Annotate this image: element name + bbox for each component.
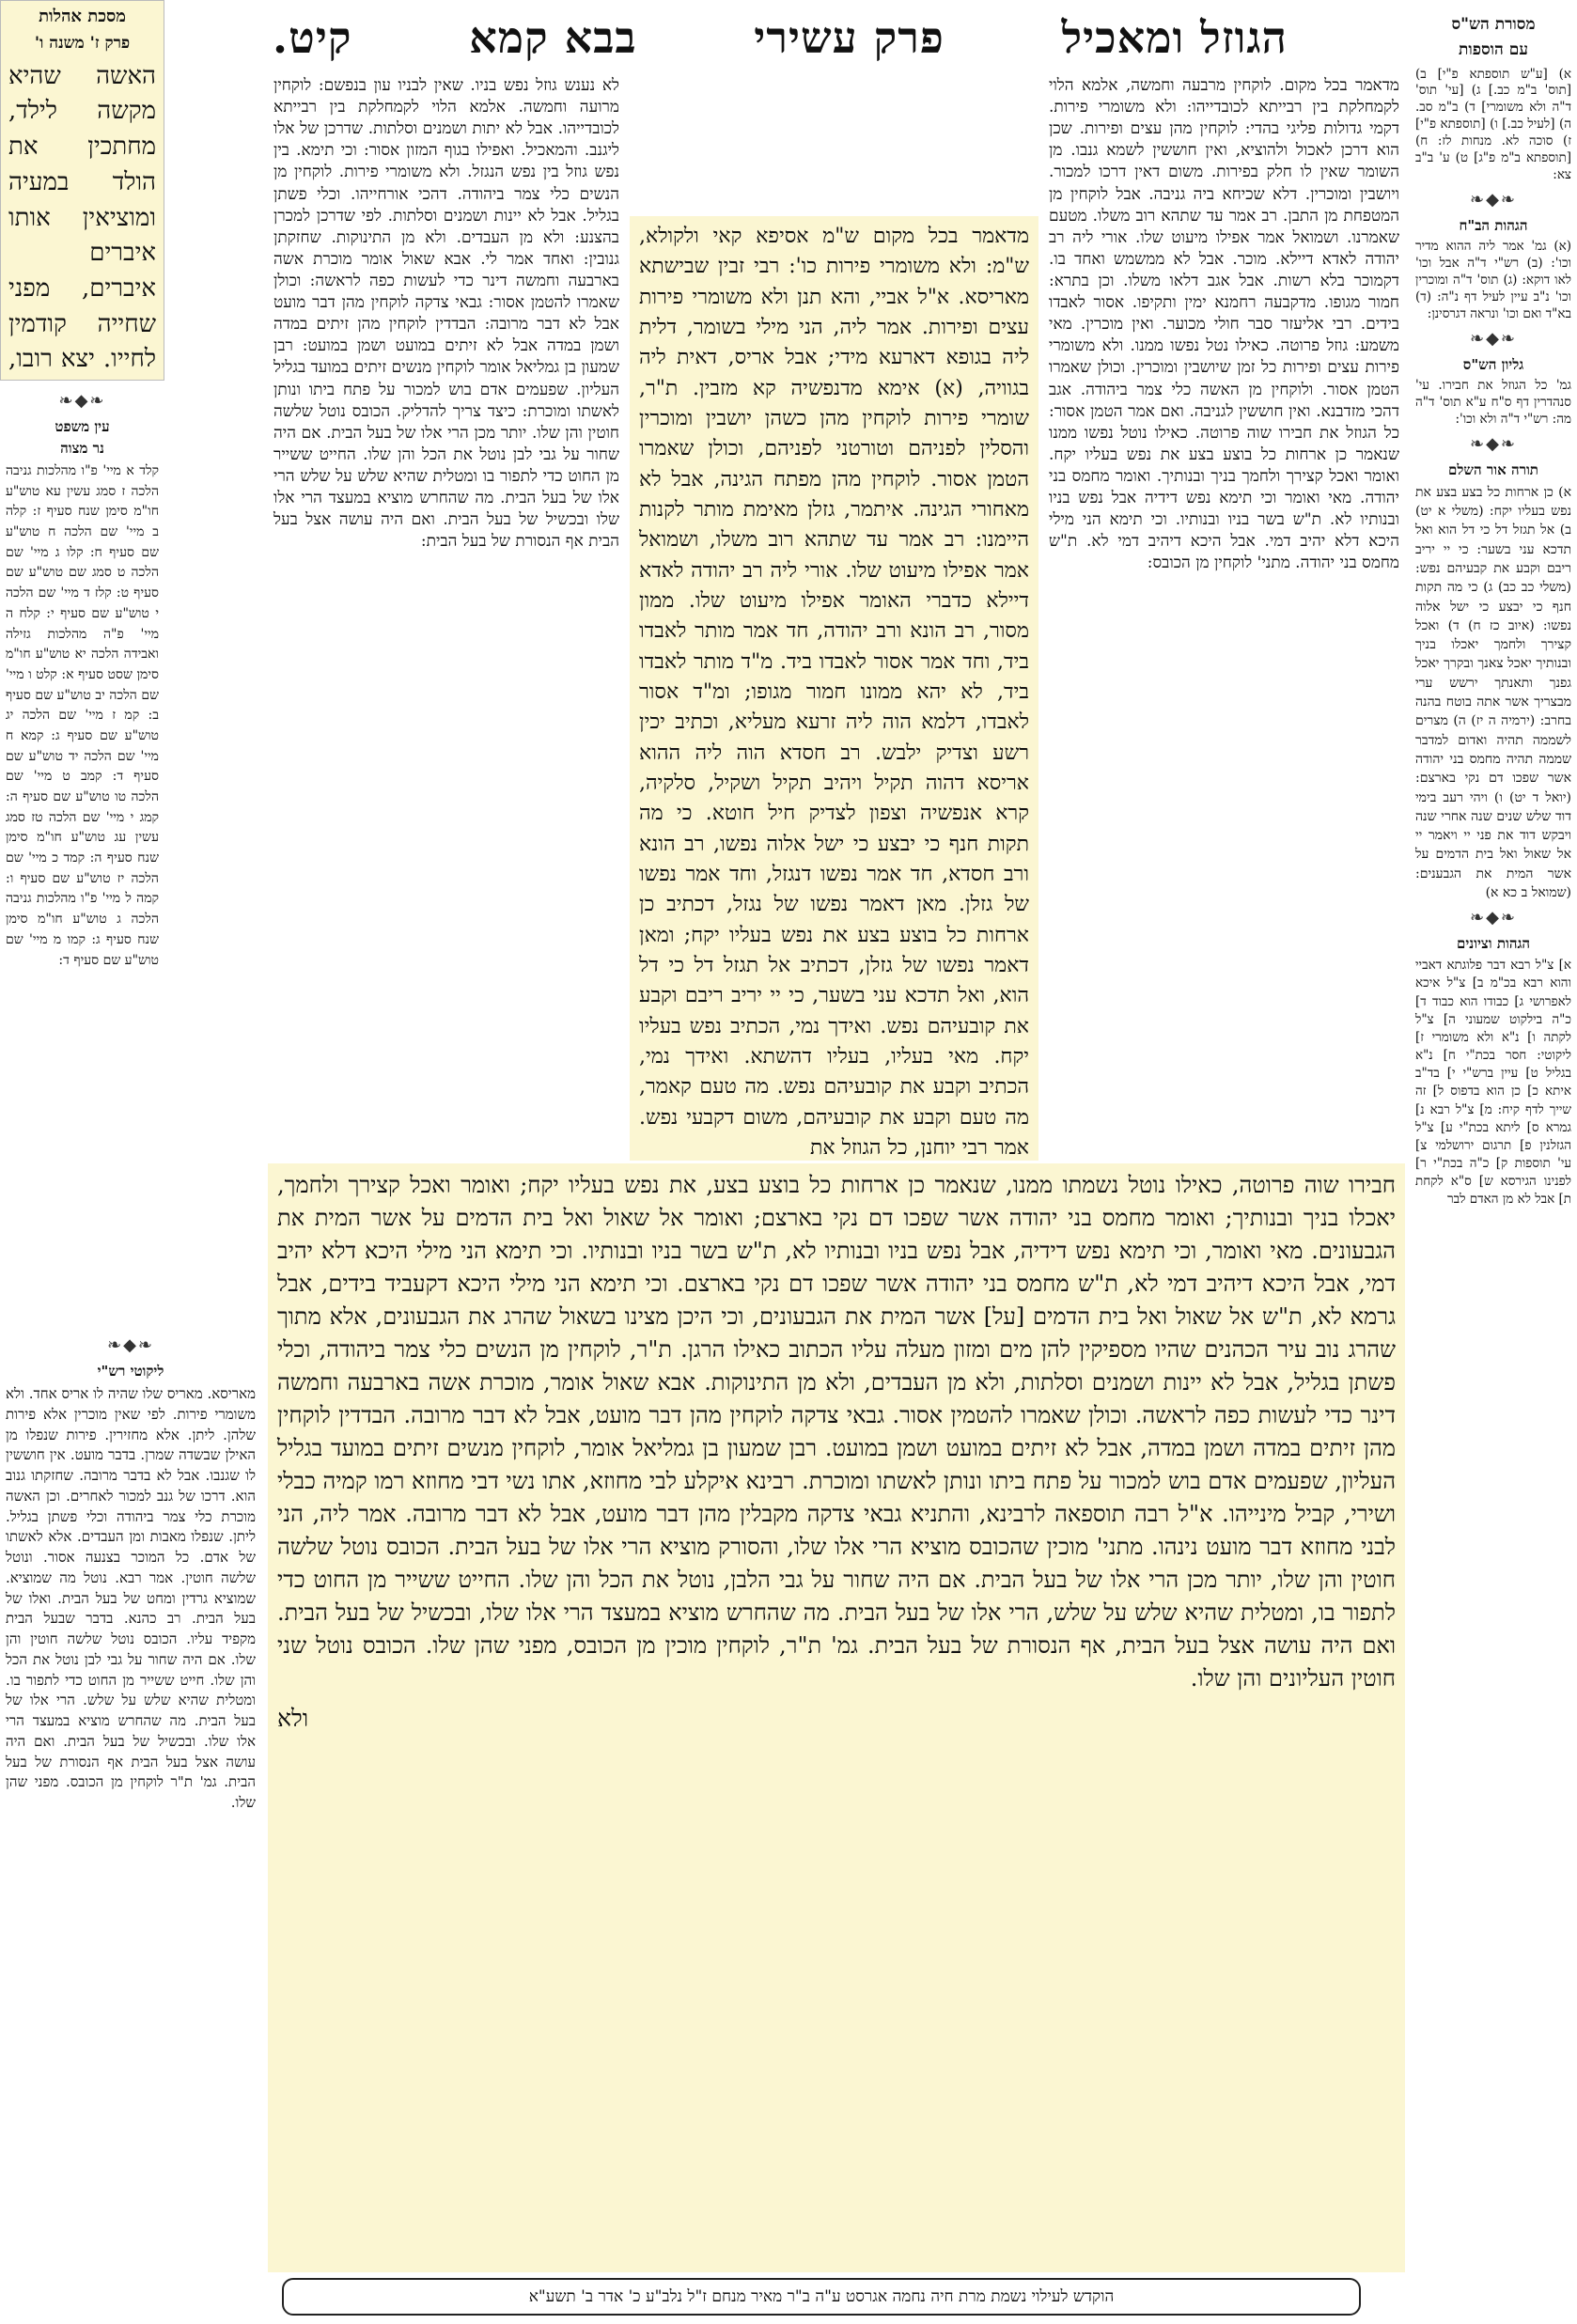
ohalot-title: מסכת אהלות	[39, 7, 126, 26]
gemara-main-text	[630, 216, 1038, 1161]
likutei-rashi-title: ליקוטי רש"י	[97, 1363, 164, 1380]
gilyon-shas-text: גמ' כל הגוזל את חבירו. עי' סנהדרין דף ס"ח ע"א תוס' ד"ה מה: רש"י ד"ה ולא וכו':	[1415, 377, 1571, 427]
ein-mishpat-column	[0, 385, 164, 1325]
right-margin-column	[1410, 9, 1577, 2269]
rashi-commentary	[1043, 75, 1405, 1161]
tosafot-commentary	[268, 75, 625, 1161]
rashi-text: מדאמר בכל מקום. לוקחין מרבעה וחמשה, אלמא הלוי לקמחלקת בין רבייתא לכובדייהו: ולא משומרי פירות. דקמי גדולות פליגי בהדי: לוקחין מהן עצים ופירות. שכן הוא דרכן לאכול ולהוציא, ואין חוששין לשמא גנבו. מן השומר שאין לו חלק בפירות. משום דאין דרכו למכור. ויושבין ומוכרין. דלא שכיחא ביה גניבה. אבל לוקחין מן המטפחת מן התבן. רב אמר עד שתהא רוב משלו. מטעם שאמרנו. ושמואל אמר אפילו מיעוט שלו. אורי ליה רב יהודה לאדא דיילא. מוכר. אבל לא ממשמש ואחד בו. דקמוכר בלא רשות. אבל אגב דלאו משלו. וכן בתרא: חמור מגופו. מדקבעה רחמנא ימין ותקיפו. אסור לאבדו בידים. רבי אליעזר סבר חולי מכוער. ואין מוכרין. מאי משמע: גוזל פרוטה. כאילו נטל נפשו ממנו. ולא משומרי פירות עצים ופירות כל זמן שיושבין ומוכרין. וכולן שאמרו הטמן אסור. ולוקחין מן האשה כלי צמר ביהודה. אגב דהכי מזדבנא. ואין חוששין לגניבה. ואם אמר הטמן אסור: כל הגוזל את חבירו שוה פרוטה. כאילו נוטל נפשו ממנו שנאמר כן ארחות כל בוצע בצע את נפש בעליו יקח. ואומר ואכל קצירך ולחמך בניך ובנותיך. ואומר מחמס בני יהודה. מאי ואומר וכי תימא נפש דידיה אבל נפש בניו ובנותיו לא. ת"ש בשר בניו ובנותיו. וכי תימא הני מילי היכא דלא יהיב דמי. אבל היכא דיהיב דמי לא. ת"ש מחמס בני יהודה. מתני' לוקחין מן הכובס:	[1049, 76, 1399, 573]
hagahot-bach-title: הגהות הב"ח	[1459, 217, 1528, 235]
divider-ornament: ❧◆❧	[58, 391, 106, 411]
likutei-rashi-text: מאריסא. מאריס שלו שהיה לו אריס אחד. ולא משומרי פירות. לפי שאין מוכרין אלא פירות שלהן. ליתן. אלא מחזירין. פירות שנפלו מן האילן שבשדה שמרן. בדבר מועט. אין חוששין לו שגנבו. אבל לא בדבר מרובה. שחזקתו גנוב הוא. דרכו של גנב למכור לאחרים. וכן האשה מוכרת כלי צמר ביהודה וכלי פשתן בגליל. ליתן. שנפלו מאבות ומן העבדים. אלא לאשתו של אדם. כל המוכר בצנעה אסור. ונוטל שלשה חוטין. אמר רבא. נוטל מה שמוציא. שמוציא גרדין ומחט של בעל הבית. ואלו של בעל הבית. רב כהנא. בדבר שבעל הבית מקפיד עליו. הכובס נוטל שלשה חוטין והן שלו. אם היה שחור על גבי לבן נוטל את הכל והן שלו. חייט ששייר מן החוט כדי לתפור בו. ומטלית שהיא שלש על שלש. הרי אלו של בעל הבית. מה שהחרש מוציא במעצד הרי אלו שלו. ובכשיל של בעל הבית. ואם היה עושה אצל בעל הבית אף הנסורת של בעל הבית. גמ' ת"ר לוקחין מן הכובס. מפני שהן שלו.	[6, 1385, 256, 1811]
page-header	[273, 9, 1288, 66]
gilyon-shas-title: גליון הש"ס	[1462, 355, 1524, 373]
divider-ornament: ❧◆❧	[1469, 908, 1517, 928]
mesoret-subtitle: עם הוספות	[1459, 40, 1528, 60]
ohalot-mishnah-box	[0, 0, 164, 381]
mesoret-text: א) [ע"ש תוספתא פ"י] ב) [תוס' ב"מ כב.] ג) [עי' תוס' ד"ה ולא משומרי] ד) ב"מ סב. ה) [לעיל כב.] ו) [תוספתא פ"י] ז) סוכה לא. מנחות לז: ח) [תוספתא ב"מ פ"ג] ט) ע' ב"ב צא:	[1415, 66, 1571, 183]
dedication-footer: הוקדש לעילוי נשמת מרת חיה נחמה אגרסט ע"ה ב"ר מאיר מנחם ז"ל נלב"ע כ' אדר ב' תשע"א	[282, 2278, 1361, 2316]
ein-mishpat-text: קלד א מיי' פ"ו מהלכות גניבה הלכה ז סמג עשין עא טוש"ע חו"מ סימן שנח סעיף ז: קלה ב מיי' שם הלכה ח טוש"ע שם סעיף ח: קלו ג מיי' שם הלכה ט סמג שם טוש"ע שם סעיף ט: קלז ד מיי' שם הלכה י טוש"ע שם סעיף י: קלח ה מיי' פ"ה מהלכות גזילה ואבידה הלכה יא טוש"ע חו"מ סימן שסט סעיף א: קלט ו מיי' שם הלכה יב טוש"ע שם סעיף ב: קמ ז מיי' שם הלכה יג טוש"ע שם סעיף ג: קמא ח מיי' שם הלכה יד טוש"ע שם סעיף ד: קמב ט מיי' שם הלכה טו טוש"ע שם סעיף ה: קמג י מיי' שם הלכה טז סמג עשין עג טוש"ע חו"מ סימן שנח סעיף ה: קמד כ מיי' שם הלכה יז טוש"ע שם סעיף ו: קמה ל מיי' פ"ו מהלכות גניבה הלכה ג טוש"ע חו"מ סימן שנח סעיף ג: קמו מ מיי' שם טוש"ע שם סעיף ד:	[6, 463, 159, 968]
catchword: ולא	[277, 1704, 309, 1732]
ohalot-text: האשה שהיא מקשה לילד, מחתכין את הולד במעיה ומוציאין אותו איברים איברים, מפני שחייה קודמין לחייו. יצא רובו,	[8, 61, 156, 374]
divider-ornament: ❧◆❧	[1469, 190, 1517, 211]
hagahot-tziyunim-text: א] צ"ל רבא דבר פלוגתא דאביי והוא רבא בכ"מ ב] צ"ל איכא לאפרושי ג] כבודו הוא כבוד ד] כ"ה בילקוט שמעוני ה] צ"ל לקתה ו] נ"א ולא משומרי ז] ליקוטי: חסר בכת"י ח] נ"א בגליל ט] עיין ברש"י י] בד"ב איתא כ] כן הוא בדפוס ל] זה שייך לדף קיח: מ] צ"ל רבא נ] גמרא ס] ליתא בכת"י ע] צ"ל הגזלנין פ] תרגום ירושלמי צ] עי' תוספות ק] כ"ה בכת"י ר] לפנינו הגירסא ש] ס"א לקחת ת] אבל לא מן האדם לבר	[1415, 958, 1571, 1208]
tosafot-text: לא נענש גוזל נפש בניו. שאין לבניו עון בנפשם: לוקחין מרועה וחמשה. אלמא הלוי לקמחלקת בין רבייתא לכובדייהו. אבל לא יתות ושמנים וסלתות. שדרכן של אלו ליגנב. והמאכיל. ואפילו בגוף המזון אסור: וכי תימא. בין נפש גוזל בין נפש הנגזל. ולא משומרי פירות. לוקחין מן הנשים כלי צמר ביהודה. דהכי אורחייהו. וכלי פשתן בגליל. אבל לא יינות ושמנים וסלתות. לפי שדרכן למכרן בהצנע: ולא מן העבדים. ולא מן התינוקות. שחזקתן גנובין: ואחד אמר לי. אבא שאול אומר מוכרת אשה בארבעה וחמשה דינר כדי לעשות כפה לראשה: וכולן שאמרו להטמן אסור: גבאי צדקה לוקחין מהן דבר מועט אבל לא דבר מרובה: הבדדין לוקחין מהן זיתים במדה ושמן במדה אבל לא זיתים במועט ושמן במועט: רבן שמעון בן גמליאל אומר לוקחין מנשים זיתים במועד בגליל העליון. שפעמים אדם בוש למכור על פתח ביתו ונותן לאשתו ומוכרת: כיצד צריך להדליק. הכובס נוטל שלשה חוטין והן שלו. יותר מכן הרי אלו של בעל הבית. אם היה שחור על גבי לבן נוטל את הכל והן שלו. החייט ששייר מן החוט כדי לתפור בו ומטלית שהיא שלש על שלש הרי אלו של בעל הבית. מה שהחרש מוציא במעצד הרי אלו שלו ובכשיל של בעל הבית. ואם היה עושה אצל בעל הבית אף הנסורת של בעל הבית:	[273, 76, 619, 552]
mesoret-title: מסורת הש"ס	[1451, 15, 1536, 34]
gemara-bottom-text: חבירו שוה פרוטה, כאילו נוטל נשמתו ממנו, שנאמר כן ארחות כל בוצע בצע, את נפש בעליו יקח; ואומר ואכל קצירך ולחמך, יאכלו בניך ובנותיך; ואומר מחמס בני יהודה אשר שפכו דם נקי בארצם; ואומר אל שאול ואל בית הדמים על אשר המית את הגבעונים. מאי ואומר, וכי תימא נפש דידיה, אבל נפש בניו ובנותיו לא, ת"ש בשר בניו ובנותיו. וכי תימא הני מילי היכא דלא יהיב דמי, אבל היכא דיהיב דמי לא, ת"ש מחמס בני יהודה אשר שפכו דם נקי בארצם. וכי תימא הני מילי היכא דקעביד בידים, אבל גרמא לא, ת"ש אל שאול ואל בית הדמים [על] אשר המית את הגבעונים, וכי היכן מצינו בשאול שהרג את הגבעונים, אלא מתוך שהרג נוב עיר הכהנים שהיו מספיקין להן מים ומזון מעלה עליו הכתוב כאילו הרגן. ת"ר, לוקחין מן הנשים כלי צמר ביהודה, וכלי פשתן בגליל, אבל לא יינות ושמנים וסלתות, ולא מן העבדים, ולא מן התינוקות. אבא שאול אומר, מוכרת אשה בארבעה וחמשה דינר כדי לעשות כפה לראשה. וכולן שאמרו להטמין אסור. גבאי צדקה לוקחין מהן דבר מועט, אבל לא דבר מרובה. הבדדין לוקחין מהן זיתים במדה ושמן במדה, אבל לא זיתים במועט ושמן במועט. רבן שמעון בן גמליאל אומר, לוקחין מנשים זיתים במועד בגליל העליון, שפעמים אדם בוש למכור על פתח ביתו ונותן לאשתו ומוכרת. רבינא איקלע לבי מחוזא, אתו נשי דבי מחוזא רמו קמיה כבלי ושירי, קביל מינייהו. א"ל רבה תוספאה לרבינא, והתניא גבאי צדקה מקבלין מהן דבר מועט, אבל לא דבר מרובה. אמר ליה, הני לבני מחוזא דבר מועט נינהו. מתני' מוכין שהכובס מוציא הרי אלו שלו, והסורק מוציא הרי אלו של בעל הבית. הכובס נוטל שלשה חוטין והן שלו, יותר מכן הרי אלו של בעל הבית. אם היה שחור על גבי הלבן, נוטל את הכל והן שלו. החייט ששייר מן החוט כדי לתפור בו, ומטלית שהיא שלש על שלש, הרי אלו של בעל הבית. מה שהחרש מוציא במעצד הרי אלו שלו, ובכשיל של בעל הבית. ואם היה עושה אצל בעל הבית, אף הנסורת של בעל הבית. גמ' ת"ר, לוקחין מוכין מן הכובס, מפני שהן שלו. הכובס נוטל שני חוטין העליונים והן שלו.	[277, 1172, 1397, 1692]
chapter-title: הגוזל ומאכיל	[1061, 12, 1288, 63]
divider-ornament: ❧◆❧	[1469, 328, 1517, 349]
tractate-title: בבא קמא	[469, 12, 637, 63]
ner-mitzvah-title: נר מצוה	[60, 440, 104, 457]
gemara-bottom-block	[268, 1163, 1405, 2272]
ohalot-subtitle: פרק ז' משנה ו'	[34, 33, 131, 53]
hagahot-bach-text: (א) גמ' אמר ליה ההוא מדיר וכו': (ב) רש"י ד"ה אבל וכו' לאו דוקא: (ג) תוס' ד"ה ומוכרין וכו' נ"ב עיין לעיל דף נ"ה: (ד) בא"ד ואם וכו' ונראה דגרסינן:	[1415, 239, 1571, 321]
page-number: קיט.	[273, 12, 352, 63]
chapter-number: פרק עשירי	[754, 12, 945, 63]
ein-mishpat-title: עין משפט	[55, 418, 110, 435]
divider-ornament: ❧◆❧	[106, 1335, 154, 1355]
torah-or-title: תורה אור השלם	[1448, 460, 1538, 478]
torah-or-text: א) כן ארחות כל בצע בצע את נפש בעליו יקח: (משלי א יט) ב) אל תגזל דל כי דל הוא ואל תדכא עני בשער: כי יי יריב ריבם וקבע את קבעיהם נפש: (משלי כב כב) ג) כי מה תקות חנף כי יבצע כי ישל אלוה נפשו: (איוב כז ח) ד) ואכל קצירך ולחמך יאכלו בניך ובנותיך יאכל צאנך ובקרך יאכל גפנך ותאנתך ירשש ערי מבצריך אשר אתה בוטח בהנה בחרב: (ירמיה ה יז) ה) מצרים לשממה תהיה ואדום למדבר שממה תהיה מחמס בני יהודה אשר שפכו דם נקי בארצם: (יואל ד יט) ו) ויהי רעב בימי דוד שלש שנים שנה אחרי שנה ויבקש דוד את פני יי ויאמר יי אל שאול ואל בית הדמים על אשר המית את הגבענים: (שמואל ב כא א)	[1415, 484, 1571, 901]
divider-ornament: ❧◆❧	[1469, 433, 1517, 454]
likutei-rashi-column	[0, 1330, 261, 2269]
hagahot-tziyunim-title: הגהות וציונים	[1456, 935, 1531, 953]
gemara-text: מדאמר בכל מקום ש"מ אסיפא קאי ולקולא, ש"מ: ולא משומרי פירות כו': רבי זבין שבישתא מאריסא. א"ל אביי, והא תנן ולא משומרי פירות עצים ופירות. אמר ליה, הני מילי בשומר, דלית ליה בגופא דארעא מידי; אבל אריס, דאית ליה בגוויה, (א) אימא מדנפשיה קא מזבין. ת"ר, שומרי פירות לוקחין מהן כשהן יושבין ומוכרין והסלין לפניהם וטורטני לפניהם, וכולן שאמרו הטמן אסור. לוקחין מהן מפתח הגינה, אבל לא מאחורי הגינה. איתמר, גזלן מאימת מותר לקנות היימנו: רב אמר עד שתהא רוב משלו, ושמואל אמר אפילו מיעוט שלו. אורי ליה רב יהודה לאדא דיילא כדברי האומר אפילו מיעוט שלו. ממון מסור, רב הונא ורב יהודה, חד אמר מותר לאבדו ביד, וחד אמר אסור לאבדו ביד. מ"ד מותר לאבדו ביד, לא יהא ממונו חמור מגופו; ומ"ד אסור לאבדו, דלמא הוה ליה זרעא מעליא, וכתיב יכין רשע וצדיק ילבש. רב חסדא הוה ליה ההוא אריסא דהוה תקיל ויהיב תקיל ושקיל, סלקיה, קרא אנפשיה וצפון לצדיק חיל חוטא. כי מה תקות חנף כי יבצע כי ישל אלוה נפשו, רב הונא ורב חסדא, חד אמר נפשו דנגזל, וחד אמר נפשו של גזלן. מאן דאמר נפשו של נגזל, דכתיב כן ארחות כל בוצע בצע את נפש בעליו יקח; ומאן דאמר נפשו של גזלן, דכתיב אל תגזל דל כי דל הוא, ואל תדכא עני בשער, כי יי יריב ריבם וקבע את קובעיהם נפש. ואידך נמי, הכתיב נפש בעליו יקח. מאי בעליו, בעליו דהשתא. ואידך נמי, הכתיב וקבע את קובעיהם נפש. מה טעם קאמר, מה טעם וקבע את קובעיהם, משום דקבעי נפש. אמר רבי יוחנן, כל הגוזל את	[639, 225, 1029, 1160]
